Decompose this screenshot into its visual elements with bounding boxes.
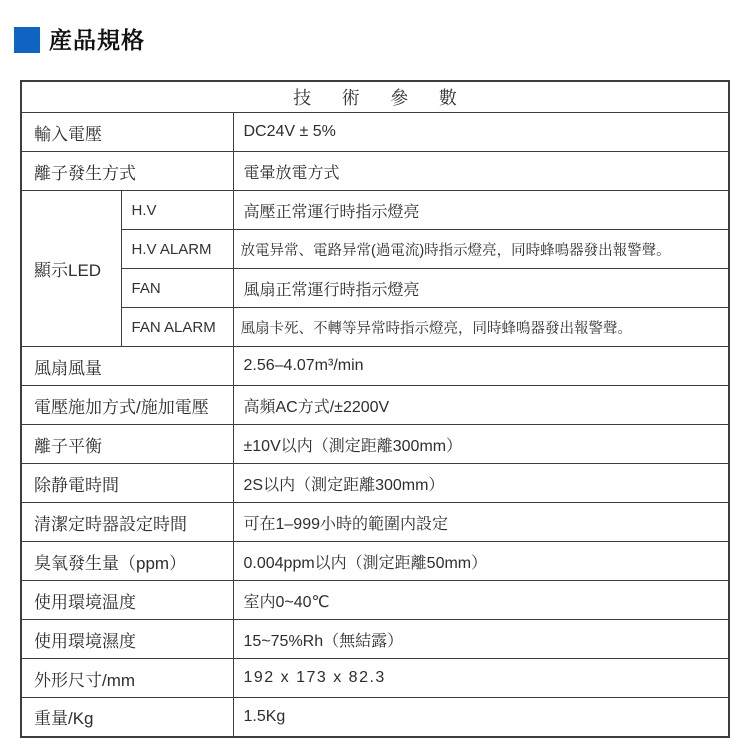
spec-label-display-led: 顯示LED <box>21 191 121 347</box>
spec-label-ion-generation: 離子發生方式 <box>21 152 233 191</box>
spec-value-ion-generation: 電暈放電方式 <box>233 152 729 191</box>
table-row <box>21 659 729 698</box>
spec-label-cleaning-timer: 清潔定時器設定時間 <box>21 503 233 542</box>
spec-label-ozone-output: 臭氧發生量（ppm） <box>21 542 233 581</box>
spec-label-applied-voltage: 電壓施加方式/施加電壓 <box>21 386 233 425</box>
table-row <box>21 152 729 191</box>
spec-value-operating-temperature: 室内0~40℃ <box>233 581 729 620</box>
spec-value-dimensions: 192 x 173 x 82.3 <box>233 659 729 698</box>
table-header-row <box>21 81 729 113</box>
spec-label-operating-temperature: 使用環境温度 <box>21 581 233 620</box>
table-row <box>21 464 729 503</box>
spec-value-applied-voltage: 高頻AC方式/±2200V <box>233 386 729 425</box>
table-row <box>21 698 729 737</box>
table-header: 技 術 參 數 <box>21 81 729 113</box>
led-sublabel-hv-alarm: H.V ALARM <box>121 230 233 269</box>
spec-label-input-voltage: 輸入電壓 <box>21 113 233 152</box>
spec-label-operating-humidity: 使用環境濕度 <box>21 620 233 659</box>
spec-value-cleaning-timer: 可在1–999小時的範圍内設定 <box>233 503 729 542</box>
led-sublabel-hv: H.V <box>121 191 233 230</box>
table-row <box>21 620 729 659</box>
led-sublabel-fan-alarm: FAN ALARM <box>121 308 233 347</box>
led-desc-hv-alarm: 放電异常、電路异常(過電流)時指示燈亮，同時蜂鳴器發出報警聲。 <box>233 230 729 269</box>
table-row <box>21 386 729 425</box>
led-desc-fan: 風扇正常運行時指示燈亮 <box>233 269 729 308</box>
table-row <box>21 542 729 581</box>
spec-label-weight: 重量/Kg <box>21 698 233 737</box>
table-row <box>21 113 729 152</box>
table-row <box>21 347 729 386</box>
spec-value-weight: 1.5Kg <box>233 698 729 737</box>
table-row <box>21 230 729 269</box>
title-accent-square-icon <box>14 27 40 53</box>
spec-value-ion-balance: ±10V以内（測定距離300mm） <box>233 425 729 464</box>
table-row <box>21 308 729 347</box>
page-title: 産品規格 <box>49 26 145 53</box>
led-sublabel-fan: FAN <box>121 269 233 308</box>
spec-value-discharge-time: 2S以内（測定距離300mm） <box>233 464 729 503</box>
table-row <box>21 581 729 620</box>
table-row <box>21 503 729 542</box>
spec-value-fan-airflow: 2.56–4.07m³/min <box>233 347 729 386</box>
section-title-row <box>14 27 145 53</box>
spec-table <box>20 80 730 738</box>
spec-label-dimensions: 外形尺寸/mm <box>21 659 233 698</box>
spec-label-fan-airflow: 風扇風量 <box>21 347 233 386</box>
table-row <box>21 269 729 308</box>
table-row <box>21 191 729 230</box>
led-desc-hv: 高壓正常運行時指示燈亮 <box>233 191 729 230</box>
spec-label-ion-balance: 離子平衡 <box>21 425 233 464</box>
spec-value-ozone-output: 0.004ppm以内（測定距離50mm） <box>233 542 729 581</box>
spec-value-operating-humidity: 15~75%Rh（無結露） <box>233 620 729 659</box>
spec-label-discharge-time: 除静電時間 <box>21 464 233 503</box>
spec-value-input-voltage: DC24V ± 5% <box>233 113 729 152</box>
led-desc-fan-alarm: 風扇卡死、不轉等异常時指示燈亮，同時蜂鳴器發出報警聲。 <box>233 308 729 347</box>
table-row <box>21 425 729 464</box>
